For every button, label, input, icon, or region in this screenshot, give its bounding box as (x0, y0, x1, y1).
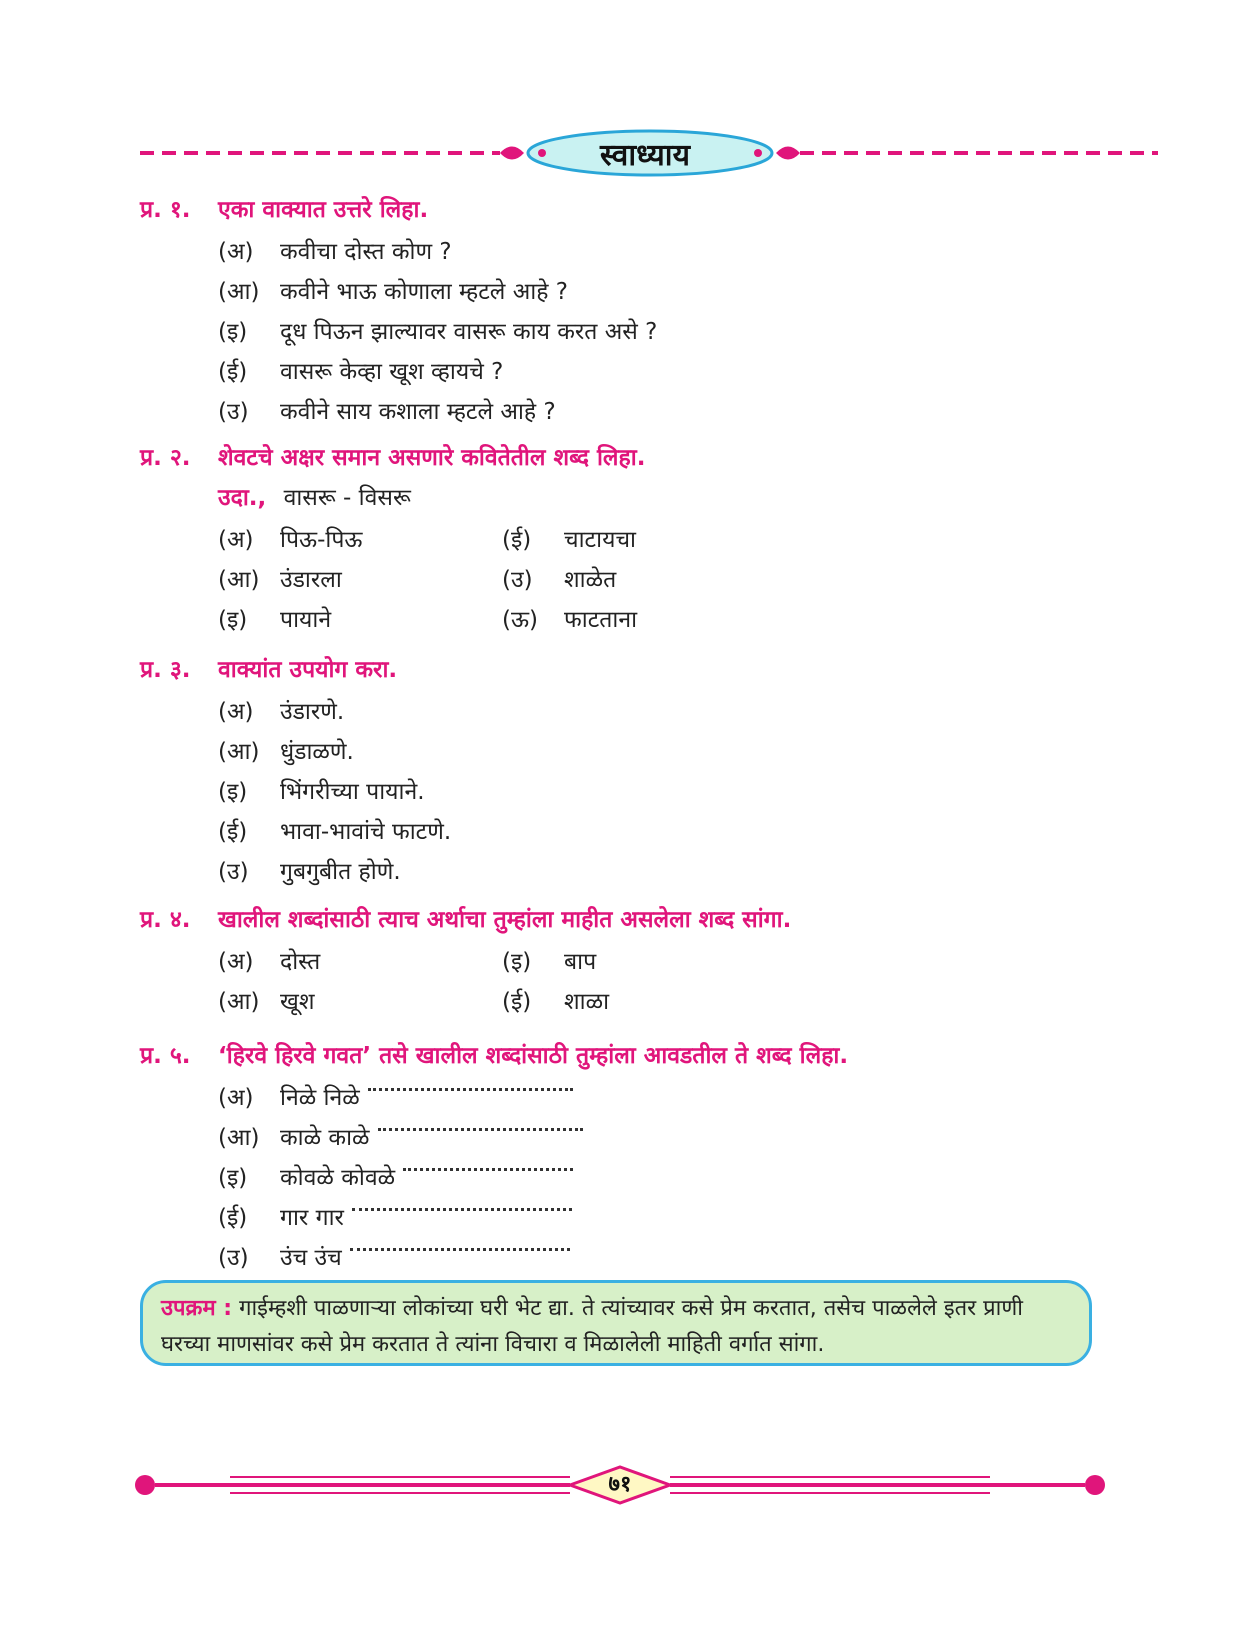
item-text: उंच उंच (280, 1245, 342, 1271)
item-label: (ई) (218, 359, 248, 385)
question-number: प्र. ३. (140, 657, 191, 683)
item-text: दोस्त (280, 949, 321, 975)
item-label: (उ) (218, 399, 249, 425)
list-item (218, 350, 657, 390)
list-item (218, 690, 451, 730)
list-item (218, 390, 657, 430)
question-5 (140, 1038, 848, 1276)
answer-blank[interactable] (403, 1154, 573, 1171)
item-label: (अ) (218, 699, 254, 725)
list-item (218, 980, 502, 1020)
question-2 (140, 440, 802, 638)
item-text: पिऊ-पिऊ (280, 527, 363, 553)
answer-blank[interactable] (368, 1074, 573, 1091)
item-label: (ई) (502, 989, 532, 1015)
item-text: उंडारणे. (280, 699, 345, 725)
list-item (502, 940, 802, 980)
list-item (218, 810, 451, 850)
item-label: (इ) (502, 949, 532, 975)
activity-label: उपक्रम : (161, 1296, 233, 1321)
page-number: ७१ (608, 1472, 632, 1497)
list-item (218, 310, 657, 350)
list-item (502, 558, 802, 598)
item-label: (इ) (218, 779, 248, 805)
activity-text: गाईम्हशी पाळणाऱ्या लोकांच्या घरी भेट द्या. ते त्यांच्यावर कसे प्रेम करतात, तसेच पाळलेले इतर प्राणी घरच्या माणसांवर कसे प्रेम करतात ते त्यांना विचारा व मिळालेली माहिती वर्गात सांगा. (161, 1296, 1023, 1357)
item-label: (अ) (218, 1085, 254, 1111)
example-text: वासरू - विसरू (283, 485, 411, 511)
item-label: (ई) (502, 527, 532, 553)
list-item (218, 1156, 848, 1196)
item-text: भिंगरीच्या पायाने. (280, 779, 425, 805)
list-item (502, 598, 802, 638)
list-item (218, 730, 451, 770)
answer-blank[interactable] (378, 1114, 583, 1131)
item-text: काळे काळे (280, 1125, 370, 1151)
item-text: शाळेत (564, 567, 617, 593)
item-text: कोवळे कोवळे (280, 1165, 396, 1191)
question-heading: ‘हिरवे हिरवे गवत’ तसे खालील शब्दांसाठी तुम्हांला आवडतील ते शब्द लिहा. (218, 1043, 849, 1069)
item-text: उंडारला (280, 567, 342, 593)
list-item (218, 270, 657, 310)
item-label: (आ) (218, 279, 260, 305)
list-item (218, 1116, 848, 1156)
question-4 (140, 902, 802, 1020)
activity-box (140, 1280, 1092, 1366)
item-label: (इ) (218, 607, 248, 633)
question-heading: वाक्यांत उपयोग करा. (218, 657, 398, 683)
list-item (502, 518, 802, 558)
item-text: बाप (564, 949, 597, 975)
item-text: गुबगुबीत होणे. (280, 859, 401, 885)
item-text: गार गार (280, 1205, 344, 1231)
list-item (218, 850, 451, 890)
question-heading: एका वाक्यात उत्तरे लिहा. (218, 197, 429, 223)
item-label: (आ) (218, 989, 260, 1015)
question-heading: शेवटचे अक्षर समान असणारे कवितेतील शब्द लिहा. (218, 445, 646, 471)
item-label: (उ) (218, 859, 249, 885)
question-heading: खालील शब्दांसाठी त्याच अर्थाचा तुम्हांला माहीत असलेला शब्द सांगा. (218, 907, 792, 933)
question-number: प्र. ४. (140, 907, 191, 933)
list-item (218, 230, 657, 270)
item-label: (ई) (218, 1205, 248, 1231)
item-text: पायाने (280, 607, 332, 633)
list-item (218, 598, 502, 638)
section-title: स्वाध्याय (600, 138, 690, 173)
example-line (218, 478, 802, 518)
item-label: (आ) (218, 1125, 260, 1151)
item-text: कवीने भाऊ कोणाला म्हटले आहे ? (280, 279, 568, 305)
item-text: कवीने साय कशाला म्हटले आहे ? (280, 399, 556, 425)
item-label: (इ) (218, 319, 248, 345)
question-1 (140, 192, 657, 430)
list-item (218, 558, 502, 598)
question-number: प्र. २. (140, 445, 191, 471)
item-text: शाळा (564, 989, 610, 1015)
list-item (218, 1236, 848, 1276)
item-text: वासरू केव्हा खूश व्हायचे ? (280, 359, 504, 385)
list-item (502, 980, 802, 1020)
list-item (218, 1196, 848, 1236)
answer-blank[interactable] (352, 1194, 572, 1211)
item-text: खूश (280, 989, 315, 1015)
item-text: चाटायचा (564, 527, 637, 553)
item-label: (आ) (218, 739, 260, 765)
list-item (218, 770, 451, 810)
question-3 (140, 652, 451, 890)
list-item (218, 518, 502, 558)
item-text: कवीचा दोस्त कोण ? (280, 239, 452, 265)
item-label: (अ) (218, 239, 254, 265)
item-label: (अ) (218, 527, 254, 553)
item-text: फाटताना (564, 607, 638, 633)
item-text: धुंडाळणे. (280, 739, 354, 765)
item-label: (उ) (218, 1245, 249, 1271)
item-text: निळे निळे (280, 1085, 360, 1111)
example-label: उदा., (218, 485, 267, 511)
item-label: (उ) (502, 567, 533, 593)
item-label: (ऊ) (502, 607, 539, 633)
question-number: प्र. १. (140, 197, 191, 223)
item-label: (अ) (218, 949, 254, 975)
item-text: दूध पिऊन झाल्यावर वासरू काय करत असे ? (280, 319, 658, 345)
item-text: भावा-भावांचे फाटणे. (280, 819, 452, 845)
list-item (218, 1076, 848, 1116)
item-label: (ई) (218, 819, 248, 845)
question-number: प्र. ५. (140, 1043, 191, 1069)
item-label: (आ) (218, 567, 260, 593)
list-item (218, 940, 502, 980)
item-label: (इ) (218, 1165, 248, 1191)
answer-blank[interactable] (350, 1234, 570, 1251)
